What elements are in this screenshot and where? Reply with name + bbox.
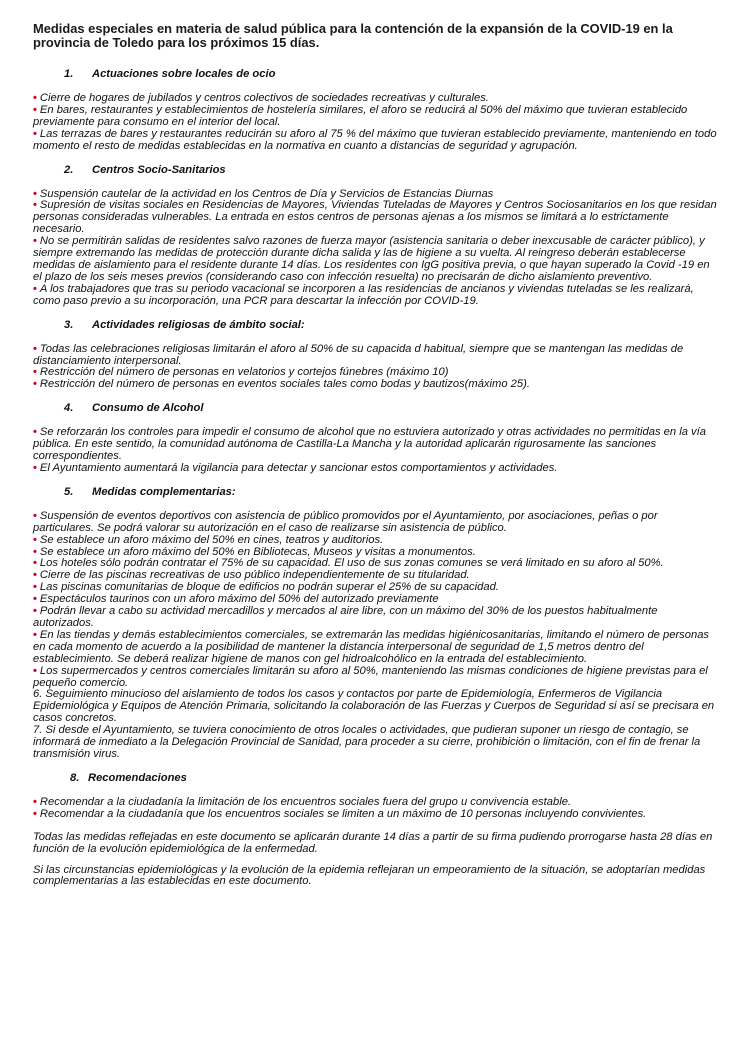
section-8-list	[33, 797, 717, 821]
list-item: • En bares, restaurantes y establecimientos de hostelería similares, el aforo se reducirá al 50% del máximo que tuvieran establecido previamente para consumo en el interior del local.	[33, 103, 688, 128]
bullet-icon: •	[33, 533, 37, 546]
list-item: • En las tiendas y demás establecimientos comerciales, se extremarán las medidas higiénicosanitarias, limitando el número de personas en cada momento de acuerdo a la posibilidad de mantener la distancia interpersonal de seguridad de 1,5 metros dentro del establecimiento. Se deberá realizar higiene de manos con gel hidroalcohólico en la entrada del establecimiento.	[33, 628, 710, 665]
section-5-list	[33, 511, 717, 761]
section-4-list	[33, 427, 717, 475]
section-title: Centros Socio-Sanitarios	[92, 163, 226, 176]
list-item: • Los supermercados y centros comerciales limitarán su aforo al 50%, manteniendo las mismas condiciones de higiene previstas para el pequeño comercio.	[33, 664, 708, 689]
list-item: • No se permitirán salidas de residentes salvo razones de fuerza mayor (asistencia sanitaria o deber inexcusable de carácter público), y siempre extremando las medidas de protección durante dicha salida y las de higiene a su vuelta. Al reingreso deberán establecerse medidas de aislamiento para el residente durante 14 días. Los residentes con IgG positiva previa, o que hayan superado la Covid -19 en el plazo de los seis meses previos (considerando caso con infección resuelta) no precisarán de dicho aislamiento preventivo.	[33, 235, 710, 283]
section-title: Medidas complementarias:	[92, 485, 236, 498]
list-item: • Supresión de visitas sociales en Residencias de Mayores, Viviendas Tuteladas de Mayores y Centros Sociosanitarios en los que residan personas consideradas vulnerables. La entrada en estos centros de personas ajenas a los mismos se limitará a lo estrictamente necesario.	[33, 199, 717, 236]
section-title: Consumo de Alcohol	[92, 402, 204, 415]
section-4-heading	[64, 402, 717, 415]
document-page	[33, 22, 717, 897]
section-number: 3.	[64, 318, 74, 331]
numbered-item: 7. Si desde el Ayuntamiento, se tuviera conocimiento de otros locales o actividades, que pudieran suponer un riesgo de contagio, se informará de inmediato a la Delegación Provincial de Sanidad, para proceder a su cierre, prohibición o limitación, con el fin de frenar la transmisión virus.	[33, 724, 701, 760]
list-item: • Podrán llevar a cabo su actividad mercadillos y mercados al aire libre, con un máximo del 30% de los puestos habitualmente autorizados.	[33, 605, 658, 629]
section-2-list	[33, 189, 717, 308]
bullet-icon: •	[33, 187, 37, 200]
section-1-list	[33, 93, 717, 153]
section-number: 5.	[64, 485, 74, 498]
list-item: • Suspensión de eventos deportivos con asistencia de público promovidos por el Ayuntamiento, por asociaciones, peñas o por particulares. Se podrá valorar su autorización en el caso de realizarse sin asistencia de público.	[33, 509, 658, 534]
list-item: • Se reforzarán los controles para impedir el consumo de alcohol que no estuviera autorizado y otras actividades no permitidas en la vía pública. En este sentido, la comunidad autónoma de Castilla-La Mancha y la autoridad aplicarán rigurosamente las sanciones correspondientes.	[33, 426, 706, 463]
section-title: Recomendaciones	[88, 771, 187, 784]
bullet-icon: •	[33, 557, 37, 570]
list-item: • El Ayuntamiento aumentará la vigilancia para detectar y sancionar estos comportamientos y actividades.	[33, 461, 558, 474]
list-item: • Restricción del número de personas en velatorios y cortejos fúnebres (máximo 10)	[33, 366, 449, 379]
section-2-heading	[64, 164, 717, 177]
list-item: • Se establece un aforo máximo del 50% en cines, teatros y auditorios.	[33, 533, 384, 546]
numbered-item: 6. Seguimiento minucioso del aislamiento de todos los casos y contactos por parte de Epidemiología, Enfermeros de Vigilancia Epidemiológica y Equipos de Atención Primaria, solicitando la colaboración de las Fuerzas y Cuerpos de Seguridad si así se precisara en casos concretos.	[33, 688, 715, 725]
bullet-icon: •	[33, 545, 37, 558]
section-number: 4.	[64, 402, 74, 415]
section-5-heading	[64, 486, 717, 499]
section-3-heading	[64, 319, 717, 332]
closing-paragraph: Si las circunstancias epidemiológicas y la evolución de la epidemia reflejaran un empeoramiento de la situación, se adoptarían medidas complementarias a las establecidas en este documento.	[33, 863, 706, 888]
bullet-icon: •	[33, 569, 37, 582]
section-title: Actuaciones sobre locales de ocio	[92, 68, 276, 80]
bullet-icon: •	[33, 807, 37, 820]
list-item: • Las piscinas comunitarias de bloque de edificios no podrán superar el 25% de su capacidad.	[33, 581, 499, 594]
list-item: • Cierre de las piscinas recreativas de uso público independientemente de su titularidad.	[33, 569, 470, 582]
bullet-icon: •	[33, 509, 37, 522]
document-title: Medidas especiales en materia de salud pública para la contención de la expansión de la COVID-19 en la provincia de Toledo para los próximos 15 días.	[33, 21, 673, 50]
list-item: • Suspensión cautelar de la actividad en los Centros de Día y Servicios de Estancias Diurnas	[33, 187, 494, 200]
bullet-icon: •	[33, 461, 37, 474]
bullet-icon: •	[33, 282, 37, 295]
closing-paragraph: Todas las medidas reflejadas en este documento se aplicarán durante 14 días a partir de su firma pudiendo prorrogarse hasta 28 días en función de la evolución epidemiológica de la enfermedad.	[33, 830, 713, 855]
list-item: • Los hoteles sólo podrán contratar el 75% de su capacidad. El uso de sus zonas comunes se verá limitado en su aforo al 50%.	[33, 557, 664, 570]
bullet-icon: •	[33, 628, 37, 641]
section-8-heading	[70, 772, 717, 785]
bullet-icon: •	[33, 342, 37, 355]
section-number: 8.	[70, 771, 80, 784]
section-number: 1.	[64, 68, 74, 80]
section-number: 2.	[64, 163, 74, 176]
bullet-icon: •	[33, 378, 37, 391]
bullet-icon: •	[33, 605, 37, 618]
list-item: • A los trabajadores que tras su periodo vacacional se incorporen a las residencias de ancianos y viviendas tuteladas se les realizará, como paso previo a su incorporación, una PCR para descartar la infección por COVID-19.	[33, 282, 694, 307]
list-item: • Todas las celebraciones religiosas limitarán el aforo al 50% de su capacida d habitual, siempre que se mantengan las medidas de distanciamiento interpersonal.	[33, 342, 684, 367]
section-1-heading	[64, 68, 717, 81]
list-item: • Recomendar a la ciudadanía que los encuentros sociales se limiten a un máximo de 10 personas incluyendo convivientes.	[33, 807, 647, 820]
list-item: • Espectáculos taurinos con un aforo máximo del 50% del autorizado previamente	[33, 593, 439, 606]
bullet-icon: •	[33, 664, 37, 677]
bullet-icon: •	[33, 366, 37, 379]
list-item: • Las terrazas de bares y restaurantes reducirán su aforo al 75 % del máximo que tuvieran establecido previamente, manteniendo en todo momento el resto de medidas establecidas en la normativa en cuanto a distancias de seguridad y agrupación.	[33, 127, 717, 152]
list-item: • Se establece un aforo máximo del 50% en Bibliotecas, Museos y visitas a monumentos.	[33, 545, 476, 558]
bullet-icon: •	[33, 593, 37, 606]
bullet-icon: •	[33, 92, 37, 104]
section-3-list	[33, 344, 717, 392]
bullet-icon: •	[33, 426, 37, 439]
list-item: • Cierre de hogares de jubilados y centros colectivos de sociedades recreativas y culturales.	[33, 92, 489, 104]
section-title: Actividades religiosas de ámbito social:	[92, 318, 305, 331]
list-item: • Restricción del número de personas en eventos sociales tales como bodas y bautizos(máximo 25).	[33, 378, 530, 391]
bullet-icon: •	[33, 795, 37, 808]
bullet-icon: •	[33, 127, 37, 140]
bullet-icon: •	[33, 235, 37, 248]
bullet-icon: •	[33, 199, 37, 212]
bullet-icon: •	[33, 103, 37, 116]
bullet-icon: •	[33, 581, 37, 594]
list-item: • Recomendar a la ciudadanía la limitación de los encuentros sociales fuera del grupo u convivencia estable.	[33, 795, 572, 808]
